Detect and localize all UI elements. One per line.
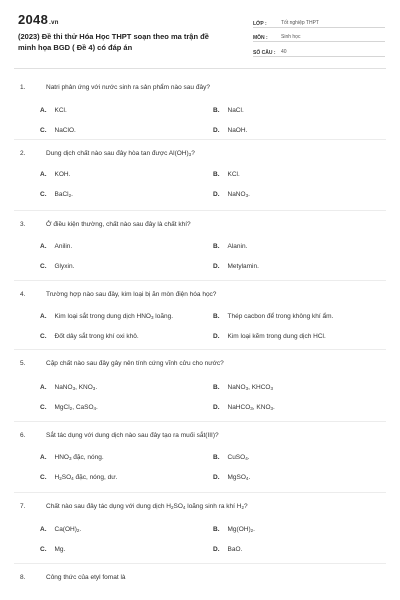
option-text: KCl. <box>54 107 67 114</box>
option-letter: D. <box>213 404 220 411</box>
question-divider <box>14 210 386 211</box>
option-text: NaClO. <box>54 127 76 134</box>
answer-option-a[interactable] <box>40 454 104 461</box>
question-text: Công thức của etyl fomat là <box>46 574 126 581</box>
option-letter: D. <box>213 333 220 340</box>
meta-value: Tốt nghiệp THPT <box>281 19 319 26</box>
option-letter: B. <box>213 384 220 391</box>
option-text: MgCl$_2$, CaSO$_4$. <box>54 404 98 411</box>
question-text: Sắt tác dụng với dung dịch nào sau đây tạo ra muối sắt(III)? <box>46 432 219 439</box>
option-text: Kim loại sắt trong dung dịch $HNO_3$ loãng. <box>54 313 174 320</box>
option-letter: B. <box>213 313 220 320</box>
option-text: NaHCO$_3$, $KNO_3$. <box>227 404 275 411</box>
option-letter: A. <box>40 384 47 391</box>
option-letter: A. <box>40 454 47 461</box>
question-number: 7. <box>20 503 26 510</box>
question-number: 1. <box>20 84 26 91</box>
option-text: Kim loại kẽm trong dung dịch HCl. <box>227 333 326 340</box>
option-letter: C. <box>40 546 47 553</box>
question-text: Natri phản ứng với nước sinh ra sản phẩm nào sau đây? <box>46 84 210 91</box>
option-text: KOH. <box>54 171 71 178</box>
answer-option-b[interactable] <box>213 107 244 114</box>
option-letter: A. <box>40 171 47 178</box>
question-text: Chất nào sau đây tác dụng với dung dịch $H_2SO_4$ loãng sinh ra khí $H_2$? <box>46 503 248 510</box>
meta-value: Sinh học <box>281 34 301 40</box>
option-letter: C. <box>40 333 47 340</box>
answer-option-a[interactable] <box>40 384 97 391</box>
option-letter: B. <box>213 171 220 178</box>
option-letter: B. <box>213 454 220 461</box>
answer-option-b[interactable] <box>213 384 273 391</box>
option-letter: B. <box>213 243 220 250</box>
option-text: NaCl. <box>227 107 244 114</box>
option-text: $Mg(OH)_2$. <box>227 526 255 533</box>
option-text: Alanin. <box>227 243 248 250</box>
option-letter: D. <box>213 191 220 198</box>
header-divider <box>14 68 386 69</box>
option-letter: A. <box>40 313 47 320</box>
option-letter: C. <box>40 474 47 481</box>
option-letter: C. <box>40 404 47 411</box>
answer-option-d[interactable] <box>213 191 250 198</box>
question-text: Trường hợp nào sau đây, kim loại bị ăn mòn điện hóa học? <box>46 291 217 298</box>
option-text: BaO. <box>227 546 243 553</box>
answer-option-d[interactable] <box>213 127 247 134</box>
question-divider <box>14 563 386 564</box>
question-divider <box>14 492 386 493</box>
question-text: Ở điều kiện thường, chất nào sau đây là chất khí? <box>46 221 191 228</box>
question-divider <box>14 139 386 140</box>
option-letter: A. <box>40 526 47 533</box>
option-letter: D. <box>213 546 220 553</box>
question-number: 6. <box>20 432 26 439</box>
question-divider <box>14 421 386 422</box>
answer-option-d[interactable] <box>213 546 242 553</box>
question-divider <box>14 349 386 350</box>
option-text: $H_2SO_4$ đặc, nóng, dư. <box>54 474 118 481</box>
answer-option-a[interactable] <box>40 313 173 320</box>
exam-title: (2023) Đề thi thử Hóa Học THPT soạn theo ma trận đề minh họa BGD ( Đề 4) có đáp án <box>18 32 209 52</box>
answer-option-a[interactable] <box>40 526 81 533</box>
question-number: 4. <box>20 291 26 298</box>
option-letter: B. <box>213 107 220 114</box>
answer-option-d[interactable] <box>213 263 259 270</box>
answer-option-c[interactable] <box>40 127 76 134</box>
option-text: MgSO$_4$. <box>227 474 251 481</box>
answer-option-c[interactable] <box>40 191 73 198</box>
option-text: Mg. <box>54 546 66 553</box>
answer-option-b[interactable] <box>213 526 255 533</box>
option-letter: A. <box>40 107 47 114</box>
option-text: $HNO_3$ đặc, nóng. <box>54 454 104 461</box>
answer-option-b[interactable] <box>213 243 247 250</box>
option-letter: B. <box>213 526 220 533</box>
answer-option-a[interactable] <box>40 107 67 114</box>
meta-row-class <box>253 14 385 28</box>
answer-option-c[interactable] <box>40 333 139 340</box>
answer-option-a[interactable] <box>40 171 70 178</box>
option-text: CuSO$_4$. <box>227 454 250 461</box>
answer-option-c[interactable] <box>40 404 98 411</box>
meta-key: LỚP : <box>253 20 267 27</box>
option-letter: D. <box>213 127 220 134</box>
answer-option-d[interactable] <box>213 333 326 340</box>
answer-option-b[interactable] <box>213 454 250 461</box>
option-text: NaNO$_3$. <box>227 191 250 198</box>
option-text: NaNO$_3$, $KNO_3$. <box>54 384 98 391</box>
meta-row-count <box>253 43 385 57</box>
question-text: Dung dịch chất nào sau đây hòa tan được $Al(OH)_3$? <box>46 150 195 157</box>
option-text: BaCl$_2$. <box>54 191 73 198</box>
site-logo[interactable]: 2048.vn <box>18 12 59 27</box>
meta-key: MÔN : <box>253 35 268 41</box>
option-letter: D. <box>213 263 220 270</box>
option-letter: C. <box>40 263 47 270</box>
question-divider <box>14 280 386 281</box>
question-number: 5. <box>20 360 26 367</box>
option-letter: D. <box>213 474 220 481</box>
option-text: Glyxin. <box>54 263 75 270</box>
option-letter: A. <box>40 243 47 250</box>
option-letter: C. <box>40 127 47 134</box>
meta-key: SỐ CÂU : <box>253 49 276 56</box>
option-text: NaOH. <box>227 127 248 134</box>
question-number: 8. <box>20 574 26 581</box>
answer-option-c[interactable] <box>40 474 117 481</box>
meta-value: 40 <box>281 48 287 55</box>
question-number: 2. <box>20 150 26 157</box>
option-text: Metylamin. <box>227 263 259 270</box>
option-text: Anilin. <box>54 243 73 250</box>
question-number: 3. <box>20 221 26 228</box>
option-text: Thép cacbon để trong không khí ẩm. <box>227 313 334 320</box>
answer-option-b[interactable] <box>213 313 333 320</box>
answer-option-a[interactable] <box>40 243 72 250</box>
option-text: NaNO$_3$, $KHCO_3$ <box>227 384 274 391</box>
option-text: KCl. <box>227 171 240 178</box>
question-text: Cặp chất nào sau đây gây nên tính cứng vĩnh cửu cho nước? <box>46 360 224 367</box>
answer-option-d[interactable] <box>213 404 275 411</box>
meta-row-subject <box>253 29 385 43</box>
answer-option-d[interactable] <box>213 474 250 481</box>
option-letter: C. <box>40 191 47 198</box>
option-text: Đốt dây sắt trong khí oxi khô. <box>54 333 139 340</box>
answer-option-c[interactable] <box>40 263 74 270</box>
answer-option-b[interactable] <box>213 171 240 178</box>
answer-option-c[interactable] <box>40 546 65 553</box>
exam-meta <box>253 14 385 58</box>
option-text: $Ca(OH)_2$. <box>54 526 82 533</box>
